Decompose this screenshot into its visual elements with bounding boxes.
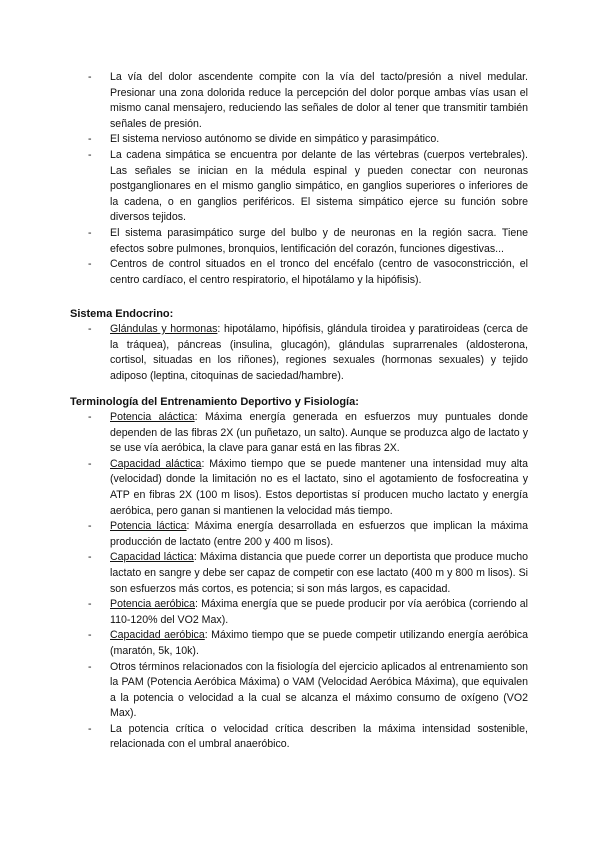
list-item: - Capacidad láctica: Máxima distancia que puede correr un deportista que produce mucho lactato en sangre y debe ser capaz de competir con ese lactato (400 m y 800 m lisos). Si son esfuerzos más cortos, es potencia; si son más largos, es capacidad. (88, 551, 528, 595)
list-item: - Glándulas y hormonas: hipotálamo, hipófisis, glándula tiroidea y paratiroideas (cerca de la tráquea), páncreas (insulina, glucagón), glándulas suprarrenales (aldosterona, cortisol, situadas en los riñones), regiones sexuales (hormonas sexuales) y tejido adiposo (leptina, citoquinas de saciedad/hambre). (88, 323, 528, 382)
list-item: - La cadena simpática se encuentra por delante de las vértebras (cuerpos vertebrales). Las señales se inician en la médula espinal y pueden conectar con neuronas postganglionares en el mismo ganglio simpático, en ganglios superiores o inferiores de la cadena, o en ganglios periféricos. El sistema simpático ejerce su función sobre diversos tejidos. (88, 148, 528, 224)
list-item: - Otros términos relacionados con la fisiología del ejercicio aplicados al entrenamiento son la PAM (Potencia Aeróbica Máxima) o VAM (Velocidad Aeróbica Máxima), que equivalen a la potencia o velocidad a la cual se alcanza el máximo consumo de oxígeno (VO2 Max). (88, 660, 528, 720)
term: Potencia láctica (110, 520, 187, 533)
list-item: - Potencia láctica: Máxima energía desarrollada en esfuerzos que implican la máxima producción de lactato (entre 200 y 400 m lisos). (88, 520, 528, 548)
list-item: - La potencia crítica o velocidad crítica describen la máxima intensidad sostenible, relacionada con el umbral anaeróbico. (88, 722, 528, 751)
terminology-section (0, 395, 600, 753)
term: Potencia aláctica (110, 411, 195, 423)
intro-list (0, 70, 600, 288)
section-heading: Terminología del Entrenamiento Deportivo y Fisiología: (70, 396, 359, 408)
list-item: - La vía del dolor ascendente compite con la vía del tacto/presión a nivel medular. Presionar una zona dolorida reduce la percepción del dolor porque ambas vías usan el mismo canal mensajero, reduciendo las señales de dolor al tener que transmitir también señales de presión. (88, 71, 528, 130)
list-item: - Capacidad aeróbica: Máximo tiempo que se puede competir utilizando energía aeróbica (maratón, 5k, 10k). (88, 629, 528, 657)
endocrine-section (0, 307, 600, 384)
list-item: - Potencia aeróbica: Máxima energía que se puede producir por vía aeróbica (corriendo al 110-120% del VO2 Max). (88, 598, 528, 626)
term: Glándulas y hormonas (110, 323, 218, 335)
list-item: - Potencia aláctica: Máxima energía generada en esfuerzos muy puntuales donde dependen de las fibras 2X (un puñetazo, un salto). Aunque se produzca algo de lactato y se use vía aeróbica, la clave para ganar está en las fibras 2X. (88, 411, 528, 455)
intro-section (0, 70, 600, 288)
list-item: - El sistema parasimpático surge del bulbo y de neuronas en la región sacra. Tiene efectos sobre pulmones, bronquios, lentificación del corazón, funciones digestivas... (88, 226, 528, 255)
list-item: - Centros de control situados en el tronco del encéfalo (centro de vasoconstricción, el centro cardíaco, el centro respiratorio, el hipotálamo y la hipófisis). (88, 258, 528, 286)
term: Potencia aeróbica (110, 598, 195, 611)
term: Capacidad aeróbica (110, 629, 205, 642)
term: Capacidad aláctica (110, 457, 202, 470)
endocrine-list (0, 322, 600, 384)
list-item: - Capacidad aláctica: Máximo tiempo que se puede mantener una intensidad muy alta (velocidad) donde la limitación no es el lactato, sino el agotamiento de fosfocreatina y ATP en fibras 2X (100 m lisos). Estos deportistas sí producen mucho lactato y energía aeróbica, pero ganan si mantienen la velocidad más tiempo. (88, 457, 528, 517)
section-heading: Sistema Endocrino: (70, 308, 174, 320)
list-item: - El sistema nervioso autónomo se divide en simpático y parasimpático. (88, 133, 440, 146)
term: Capacidad láctica (110, 551, 194, 564)
terminology-list (0, 410, 600, 753)
